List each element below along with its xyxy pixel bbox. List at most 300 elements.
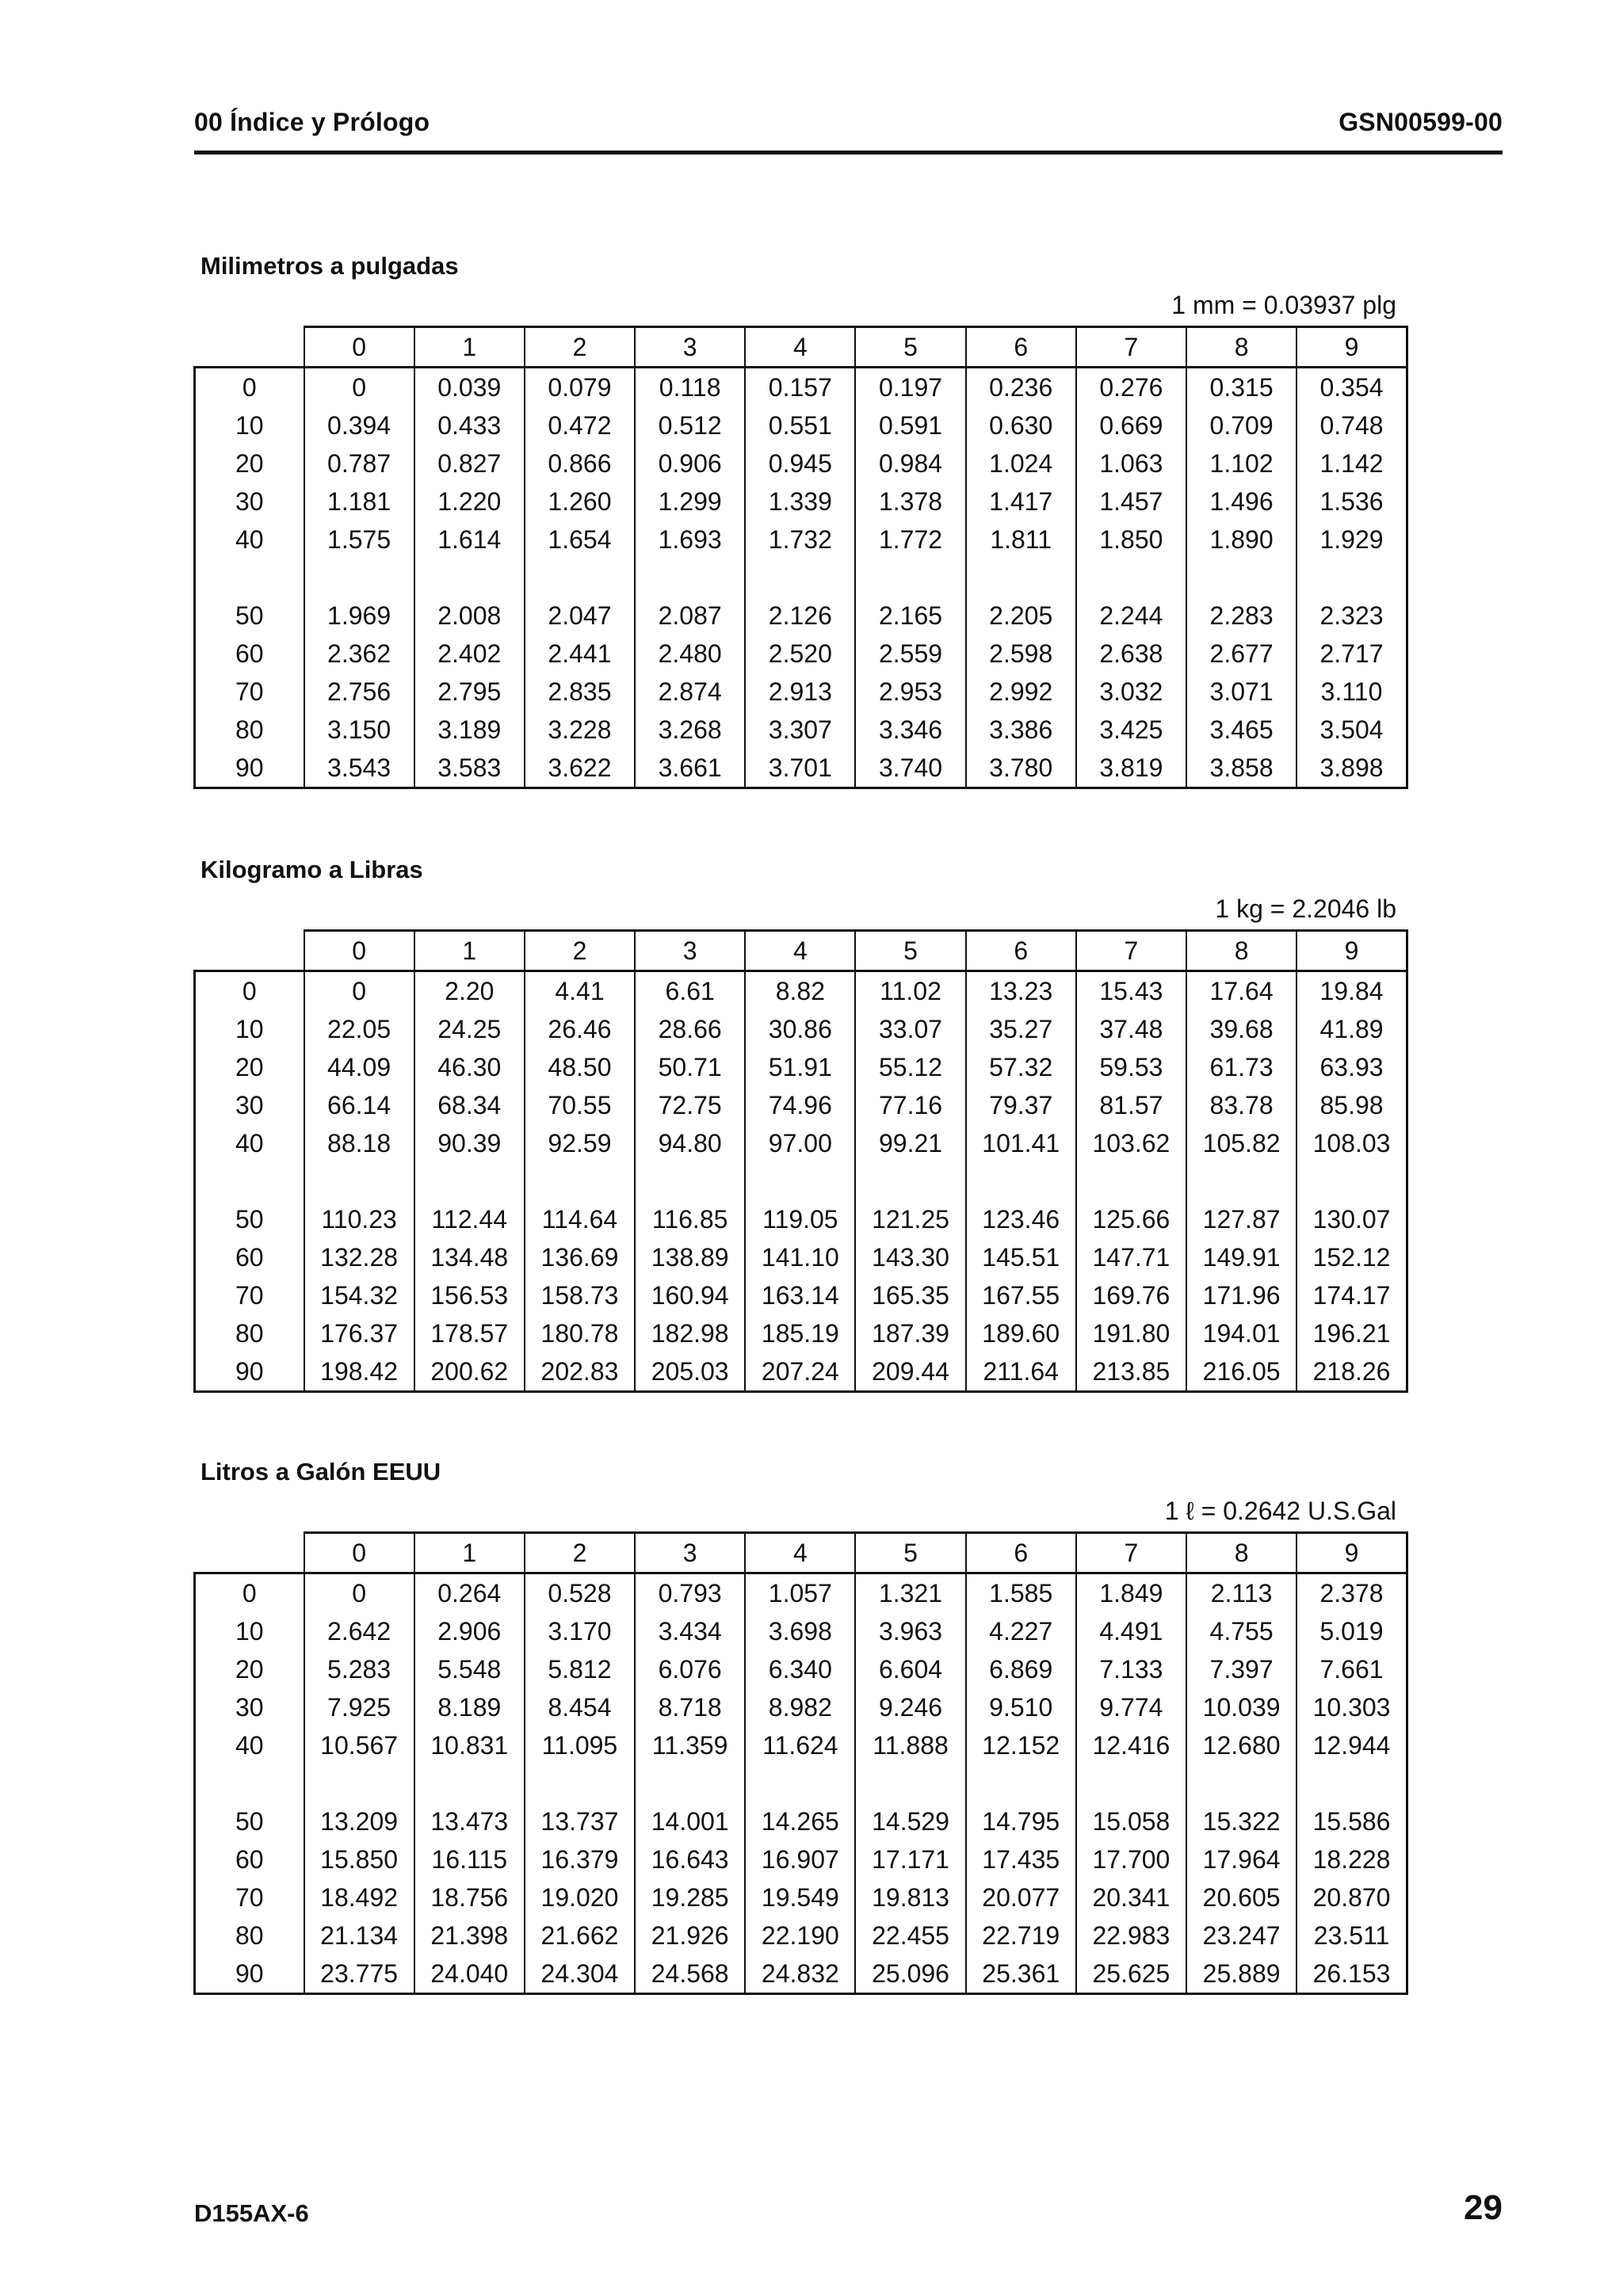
table-cell: 198.42 (304, 1352, 414, 1392)
table-cell: 20.605 (1186, 1878, 1296, 1917)
column-header: 3 (635, 327, 745, 368)
table-cell: 11.095 (525, 1726, 635, 1764)
table-cell: 48.50 (525, 1048, 635, 1086)
table-cell: 0.551 (745, 406, 855, 444)
column-header: 4 (745, 931, 855, 971)
table-cell: 28.66 (635, 1010, 745, 1048)
table-cell: 167.55 (966, 1276, 1076, 1314)
table-cell: 0.039 (414, 368, 525, 407)
table-cell: 132.28 (304, 1238, 414, 1276)
table-cell: 23.511 (1296, 1917, 1407, 1955)
table-cell: 22.719 (966, 1917, 1076, 1955)
table-cell: 55.12 (855, 1048, 965, 1086)
table-cell: 21.926 (635, 1917, 745, 1955)
table-cell: 8.82 (745, 971, 855, 1011)
table-cell: 218.26 (1296, 1352, 1407, 1392)
table-cell: 0.528 (525, 1573, 635, 1613)
table-cell: 1.536 (1296, 482, 1407, 521)
table-cell: 0.079 (525, 368, 635, 407)
table-cell: 2.205 (966, 597, 1076, 635)
column-header: 1 (414, 1533, 525, 1573)
row-label: 70 (195, 1878, 304, 1917)
table-cell: 1.772 (855, 521, 965, 559)
table-title-mm-to-inches: Milimetros a pulgadas (200, 252, 459, 280)
spacer-cell (635, 1764, 745, 1802)
table-row (195, 1276, 1407, 1314)
row-label: 80 (195, 1314, 304, 1352)
table-cell: 24.040 (414, 1955, 525, 1994)
spacer-cell (855, 1764, 965, 1802)
table-cell: 191.80 (1076, 1314, 1186, 1352)
table-cell: 99.21 (855, 1124, 965, 1162)
table-cell: 23.247 (1186, 1917, 1296, 1955)
spacer-cell (195, 1764, 304, 1802)
table-cell: 0.906 (635, 444, 745, 482)
table-corner-cell (195, 1533, 304, 1573)
table-row (195, 1878, 1407, 1917)
table-cell: 74.96 (745, 1086, 855, 1124)
table-cell: 2.087 (635, 597, 745, 635)
table-cell: 171.96 (1186, 1276, 1296, 1314)
table-cell: 2.638 (1076, 635, 1186, 673)
footer-model: D155AX-6 (194, 2199, 309, 2227)
table-row (195, 635, 1407, 673)
table-cell: 3.740 (855, 749, 965, 788)
table-cell: 22.983 (1076, 1917, 1186, 1955)
table-cell: 1.732 (745, 521, 855, 559)
table-cell: 17.64 (1186, 971, 1296, 1011)
table-row (195, 749, 1407, 788)
column-header: 6 (966, 931, 1076, 971)
table-row (195, 1314, 1407, 1352)
table-cell: 1.024 (966, 444, 1076, 482)
table-cell: 12.152 (966, 1726, 1076, 1764)
spacer-cell (1186, 1764, 1296, 1802)
table-cell: 1.181 (304, 482, 414, 521)
table-cell: 6.076 (635, 1650, 745, 1688)
table-cell: 3.698 (745, 1612, 855, 1650)
table-cell: 25.889 (1186, 1955, 1296, 1994)
table-cell: 7.133 (1076, 1650, 1186, 1688)
table-cell: 5.019 (1296, 1612, 1407, 1650)
table-cell: 5.548 (414, 1650, 525, 1688)
table-cell: 0 (304, 368, 414, 407)
table-cell: 108.03 (1296, 1124, 1407, 1162)
table-cell: 17.435 (966, 1840, 1076, 1878)
table-cell: 19.020 (525, 1878, 635, 1917)
table-row (195, 521, 1407, 559)
table-cell: 0.984 (855, 444, 965, 482)
table-cell: 2.906 (414, 1612, 525, 1650)
table-cell: 9.774 (1076, 1688, 1186, 1726)
table-cell: 6.61 (635, 971, 745, 1011)
table-cell: 15.322 (1186, 1802, 1296, 1840)
table-cell: 3.228 (525, 711, 635, 749)
spacer-cell (1076, 559, 1186, 597)
table-cell: 33.07 (855, 1010, 965, 1048)
spacer-cell (1296, 1162, 1407, 1200)
row-label: 30 (195, 1688, 304, 1726)
column-header: 7 (1076, 1533, 1186, 1573)
table-row (195, 406, 1407, 444)
table-cell: 24.568 (635, 1955, 745, 1994)
column-header: 8 (1186, 327, 1296, 368)
table-header-row (195, 1533, 1407, 1573)
table-cell: 119.05 (745, 1200, 855, 1238)
table-cell: 41.89 (1296, 1010, 1407, 1048)
row-label: 0 (195, 1573, 304, 1613)
spacer-cell (525, 1764, 635, 1802)
table-cell: 3.150 (304, 711, 414, 749)
table-cell: 2.402 (414, 635, 525, 673)
table-cell: 200.62 (414, 1352, 525, 1392)
table-cell: 0.591 (855, 406, 965, 444)
column-header: 9 (1296, 931, 1407, 971)
table-cell: 2.165 (855, 597, 965, 635)
spacer-cell (304, 559, 414, 597)
table-cell: 2.717 (1296, 635, 1407, 673)
row-label: 40 (195, 521, 304, 559)
table-row (195, 1200, 1407, 1238)
column-header: 9 (1296, 1533, 1407, 1573)
table-cell: 2.598 (966, 635, 1076, 673)
table-cell: 0.827 (414, 444, 525, 482)
table-cell: 2.795 (414, 673, 525, 711)
table-cell: 101.41 (966, 1124, 1076, 1162)
column-header: 2 (525, 327, 635, 368)
table-cell: 2.874 (635, 673, 745, 711)
table-cell: 2.520 (745, 635, 855, 673)
table-cell: 44.09 (304, 1048, 414, 1086)
table-cell: 196.21 (1296, 1314, 1407, 1352)
table-cell: 0.118 (635, 368, 745, 407)
table-cell: 125.66 (1076, 1200, 1186, 1238)
table-row (195, 1612, 1407, 1650)
table-cell: 1.142 (1296, 444, 1407, 482)
table-cell: 2.756 (304, 673, 414, 711)
row-label: 90 (195, 1955, 304, 1994)
table-cell: 0 (304, 1573, 414, 1613)
table-cell: 3.963 (855, 1612, 965, 1650)
spacer-cell (414, 1162, 525, 1200)
table-cell: 3.858 (1186, 749, 1296, 788)
table-cell: 1.457 (1076, 482, 1186, 521)
column-header: 4 (745, 327, 855, 368)
row-label: 20 (195, 1048, 304, 1086)
table-row (195, 673, 1407, 711)
table-cell: 15.586 (1296, 1802, 1407, 1840)
table-cell: 79.37 (966, 1086, 1076, 1124)
table-corner-cell (195, 327, 304, 368)
table-cell: 0.197 (855, 368, 965, 407)
spacer-cell (745, 1764, 855, 1802)
table-cell: 10.039 (1186, 1688, 1296, 1726)
table-row (195, 1840, 1407, 1878)
conversion-table-kg-to-lb (193, 929, 1408, 1393)
column-header: 1 (414, 327, 525, 368)
table-cell: 1.850 (1076, 521, 1186, 559)
footer-page-number: 29 (1464, 2188, 1503, 2227)
column-header: 5 (855, 327, 965, 368)
table-cell: 1.321 (855, 1573, 965, 1613)
table-cell: 213.85 (1076, 1352, 1186, 1392)
table-cell: 0.669 (1076, 406, 1186, 444)
spacer-cell (304, 1764, 414, 1802)
table-cell: 3.898 (1296, 749, 1407, 788)
table-cell: 3.386 (966, 711, 1076, 749)
spacer-cell (635, 1162, 745, 1200)
table-cell: 116.85 (635, 1200, 745, 1238)
table-row (195, 711, 1407, 749)
row-label: 50 (195, 1802, 304, 1840)
table-cell: 3.189 (414, 711, 525, 749)
table-cell: 1.969 (304, 597, 414, 635)
table-cell: 0.793 (635, 1573, 745, 1613)
table-cell: 2.913 (745, 673, 855, 711)
unit-note-mm-to-inches: 1 mm = 0.03937 plg (1171, 291, 1396, 319)
table-cell: 8.454 (525, 1688, 635, 1726)
row-label: 50 (195, 597, 304, 635)
table-cell: 2.323 (1296, 597, 1407, 635)
table-cell: 10.567 (304, 1726, 414, 1764)
column-header: 8 (1186, 1533, 1296, 1573)
table-cell: 8.718 (635, 1688, 745, 1726)
table-cell: 0.787 (304, 444, 414, 482)
table-cell: 187.39 (855, 1314, 965, 1352)
table-corner-cell (195, 931, 304, 971)
table-cell: 16.643 (635, 1840, 745, 1878)
table-cell: 114.64 (525, 1200, 635, 1238)
table-cell: 0.709 (1186, 406, 1296, 444)
table-row (195, 1650, 1407, 1688)
table-row (195, 1726, 1407, 1764)
table-cell: 61.73 (1186, 1048, 1296, 1086)
table-cell: 21.398 (414, 1917, 525, 1955)
table-cell: 3.819 (1076, 749, 1186, 788)
table-cell: 20.077 (966, 1878, 1076, 1917)
table-cell: 4.227 (966, 1612, 1076, 1650)
table-cell: 178.57 (414, 1314, 525, 1352)
table-cell: 6.604 (855, 1650, 965, 1688)
table-cell: 1.654 (525, 521, 635, 559)
table-cell: 3.622 (525, 749, 635, 788)
table-cell: 18.228 (1296, 1840, 1407, 1878)
table-cell: 5.812 (525, 1650, 635, 1688)
table-cell: 81.57 (1076, 1086, 1186, 1124)
table-row (195, 1573, 1407, 1613)
unit-note-kg-to-lb: 1 kg = 2.2046 lb (1215, 894, 1396, 923)
table-cell: 1.299 (635, 482, 745, 521)
table-cell: 7.397 (1186, 1650, 1296, 1688)
spacer-cell (635, 559, 745, 597)
table-cell: 1.849 (1076, 1573, 1186, 1613)
table-cell: 51.91 (745, 1048, 855, 1086)
table-cell: 0.157 (745, 368, 855, 407)
table-cell: 3.465 (1186, 711, 1296, 749)
table-cell: 3.434 (635, 1612, 745, 1650)
table-cell: 25.096 (855, 1955, 965, 1994)
table-cell: 24.832 (745, 1955, 855, 1994)
table-cell: 22.455 (855, 1917, 965, 1955)
table-cell: 149.91 (1186, 1238, 1296, 1276)
table-cell: 207.24 (745, 1352, 855, 1392)
table-cell: 16.115 (414, 1840, 525, 1878)
table-cell: 1.614 (414, 521, 525, 559)
table-cell: 46.30 (414, 1048, 525, 1086)
table-cell: 1.378 (855, 482, 965, 521)
row-label: 0 (195, 971, 304, 1011)
table-row (195, 1688, 1407, 1726)
table-cell: 26.46 (525, 1010, 635, 1048)
table-cell: 1.417 (966, 482, 1076, 521)
table-title-liters-to-gallons: Litros a Galón EEUU (200, 1458, 441, 1486)
table-row (195, 482, 1407, 521)
table-cell: 20.870 (1296, 1878, 1407, 1917)
table-cell: 0.748 (1296, 406, 1407, 444)
spacer-cell (855, 1162, 965, 1200)
table-cell: 2.642 (304, 1612, 414, 1650)
table-cell: 134.48 (414, 1238, 525, 1276)
table-cell: 59.53 (1076, 1048, 1186, 1086)
table-cell: 24.304 (525, 1955, 635, 1994)
table-row (195, 1955, 1407, 1994)
table-cell: 2.20 (414, 971, 525, 1011)
table-cell: 209.44 (855, 1352, 965, 1392)
conversion-table-mm-to-inches (193, 326, 1408, 789)
column-header: 5 (855, 1533, 965, 1573)
table-cell: 4.41 (525, 971, 635, 1011)
spacer-cell (1076, 1764, 1186, 1802)
table-cell: 63.93 (1296, 1048, 1407, 1086)
table-cell: 145.51 (966, 1238, 1076, 1276)
table-cell: 136.69 (525, 1238, 635, 1276)
table-cell: 1.057 (745, 1573, 855, 1613)
table-cell: 2.441 (525, 635, 635, 673)
table-cell: 1.811 (966, 521, 1076, 559)
column-header: 7 (1076, 931, 1186, 971)
header-document-code: GSN00599-00 (1338, 108, 1503, 136)
table-cell: 0.236 (966, 368, 1076, 407)
table-cell: 1.063 (1076, 444, 1186, 482)
column-header: 0 (304, 327, 414, 368)
table-cell: 182.98 (635, 1314, 745, 1352)
table-cell: 0.512 (635, 406, 745, 444)
table-cell: 2.677 (1186, 635, 1296, 673)
table-cell: 103.62 (1076, 1124, 1186, 1162)
table-cell: 1.890 (1186, 521, 1296, 559)
table-cell: 92.59 (525, 1124, 635, 1162)
table-cell: 15.850 (304, 1840, 414, 1878)
table-cell: 10.831 (414, 1726, 525, 1764)
table-cell: 50.71 (635, 1048, 745, 1086)
table-cell: 3.110 (1296, 673, 1407, 711)
table-row (195, 597, 1407, 635)
table-cell: 3.425 (1076, 711, 1186, 749)
table-cell: 22.05 (304, 1010, 414, 1048)
table-cell: 88.18 (304, 1124, 414, 1162)
table-cell: 0.866 (525, 444, 635, 482)
column-header: 5 (855, 931, 965, 971)
row-label: 60 (195, 1238, 304, 1276)
table-cell: 121.25 (855, 1200, 965, 1238)
row-label: 10 (195, 1010, 304, 1048)
table-cell: 2.835 (525, 673, 635, 711)
table-cell: 14.001 (635, 1802, 745, 1840)
row-label: 0 (195, 368, 304, 407)
row-label: 10 (195, 406, 304, 444)
table-cell: 1.693 (635, 521, 745, 559)
column-header: 6 (966, 1533, 1076, 1573)
row-label: 60 (195, 635, 304, 673)
table-header-row (195, 931, 1407, 971)
table-cell: 185.19 (745, 1314, 855, 1352)
table-cell: 15.43 (1076, 971, 1186, 1011)
table-cell: 143.30 (855, 1238, 965, 1276)
table-cell: 6.340 (745, 1650, 855, 1688)
table-cell: 205.03 (635, 1352, 745, 1392)
table-cell: 0 (304, 971, 414, 1011)
table-cell: 15.058 (1076, 1802, 1186, 1840)
conversion-table-liters-to-gallons (193, 1531, 1408, 1995)
table-row (195, 1352, 1407, 1392)
table-cell: 189.60 (966, 1314, 1076, 1352)
table-cell: 17.700 (1076, 1840, 1186, 1878)
table-cell: 3.543 (304, 749, 414, 788)
table-cell: 105.82 (1186, 1124, 1296, 1162)
table-cell: 23.775 (304, 1955, 414, 1994)
table-cell: 39.68 (1186, 1010, 1296, 1048)
table-cell: 0.472 (525, 406, 635, 444)
table-cell: 68.34 (414, 1086, 525, 1124)
table-cell: 3.032 (1076, 673, 1186, 711)
row-spacer (195, 1764, 1407, 1802)
row-label: 90 (195, 749, 304, 788)
spacer-cell (745, 1162, 855, 1200)
column-header: 9 (1296, 327, 1407, 368)
table-cell: 19.84 (1296, 971, 1407, 1011)
table-cell: 156.53 (414, 1276, 525, 1314)
table-cell: 11.359 (635, 1726, 745, 1764)
table-cell: 3.170 (525, 1612, 635, 1650)
table-cell: 18.492 (304, 1878, 414, 1917)
column-header: 2 (525, 931, 635, 971)
row-spacer (195, 559, 1407, 597)
table-row (195, 1124, 1407, 1162)
table-cell: 110.23 (304, 1200, 414, 1238)
table-cell: 3.268 (635, 711, 745, 749)
table-cell: 0.315 (1186, 368, 1296, 407)
table-cell: 163.14 (745, 1276, 855, 1314)
table-cell: 7.925 (304, 1688, 414, 1726)
table-cell: 12.680 (1186, 1726, 1296, 1764)
table-cell: 1.496 (1186, 482, 1296, 521)
row-label: 30 (195, 1086, 304, 1124)
table-cell: 14.265 (745, 1802, 855, 1840)
table-row (195, 1238, 1407, 1276)
table-cell: 202.83 (525, 1352, 635, 1392)
table-cell: 180.78 (525, 1314, 635, 1352)
spacer-cell (966, 1162, 1076, 1200)
table-cell: 174.17 (1296, 1276, 1407, 1314)
table-row (195, 1010, 1407, 1048)
row-label: 30 (195, 482, 304, 521)
table-cell: 0.354 (1296, 368, 1407, 407)
table-cell: 1.260 (525, 482, 635, 521)
table-row (195, 1048, 1407, 1086)
table-cell: 130.07 (1296, 1200, 1407, 1238)
table-cell: 154.32 (304, 1276, 414, 1314)
table-cell: 97.00 (745, 1124, 855, 1162)
